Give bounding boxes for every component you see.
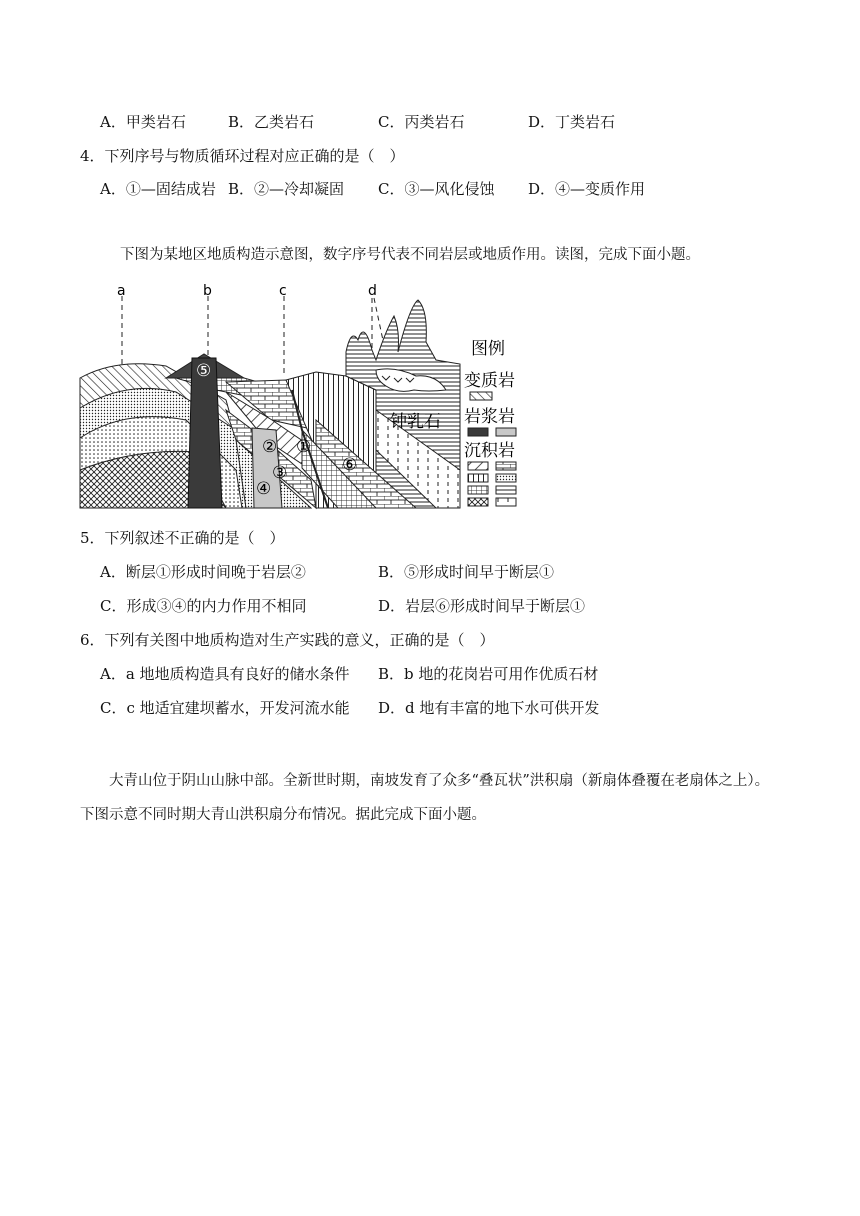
right-block [286, 300, 460, 508]
q3-option-a: A．甲类岩石 [100, 113, 186, 131]
marker-b: b [203, 283, 212, 299]
q6-option-b: B．b 地的花岗岩可用作优质石材 [378, 665, 599, 683]
geology-diagram [76, 280, 546, 516]
marker-d: d [368, 283, 377, 299]
q4-option-b: B．②—冷却凝固 [228, 180, 345, 198]
q4-option-a: A．①—固结成岩 [100, 180, 216, 198]
q6-stem: 6．下列有关图中地质构造对生产实践的意义，正确的是（ ） [80, 631, 495, 649]
marker-a: a [117, 283, 126, 299]
q3-option-d: D．丁类岩石 [528, 113, 616, 131]
legend-swatch-igneous-dark [468, 428, 488, 436]
number-6: ⑥ [342, 455, 358, 475]
q5-stem: 5．下列叙述不正确的是（ ） [80, 529, 285, 547]
legend-metamorphic: 变质岩 [464, 371, 515, 391]
intro-paragraph-1: 下图为某地区地质构造示意图，数字序号代表不同岩层或地质作用。读图，完成下面小题。 [120, 247, 700, 263]
q6-option-a: A．a 地地质构造具有良好的储水条件 [100, 665, 350, 683]
number-4: ④ [256, 479, 272, 499]
stalactite-label: 钟乳石 [390, 412, 441, 432]
legend-swatch-metamorphic [470, 392, 492, 400]
legend-swatch-sed-5 [468, 486, 488, 494]
number-3: ③ [272, 463, 288, 483]
q5-option-b: B．⑤形成时间早于断层① [378, 563, 555, 581]
q5-option-d: D．岩层⑥形成时间早于断层① [378, 597, 586, 615]
legend-swatch-sed-8 [496, 498, 516, 506]
q6-option-c: C．c 地适宜建坝蓄水，开发河流水能 [100, 699, 350, 717]
q5-option-c: C．形成③④的内力作用不相同 [100, 597, 307, 615]
legend [464, 339, 516, 506]
legend-swatch-sed-1 [468, 462, 488, 470]
q4-stem: 4．下列序号与物质循环过程对应正确的是（ ） [80, 147, 405, 165]
legend-swatch-sed-2 [496, 462, 516, 470]
number-1: ① [296, 437, 312, 457]
q4-option-c: C．③—风化侵蚀 [378, 180, 495, 198]
legend-swatch-sed-7 [468, 498, 488, 506]
legend-swatch-igneous-light [496, 428, 516, 436]
q3-option-b: B．乙类岩石 [228, 113, 315, 131]
intro-paragraph-2: 大青山位于阴山山脉中部。全新世时期，南坡发育了众多“叠瓦状”洪积扇（新扇体叠覆在老扇体之上）。下图示意不同时期大青山洪积扇分布情况。据此完成下面小题。 [80, 773, 770, 823]
number-5: ⑤ [196, 361, 212, 381]
legend-swatch-sed-6 [496, 486, 516, 494]
legend-swatch-sed-4 [496, 474, 516, 482]
q4-option-d: D．④—变质作用 [528, 180, 646, 198]
q6-option-d: D．d 地有丰富的地下水可供开发 [378, 699, 600, 717]
legend-sedimentary: 沉积岩 [464, 441, 515, 461]
legend-title: 图例 [471, 339, 505, 359]
legend-igneous: 岩浆岩 [464, 407, 515, 427]
q3-option-c: C．丙类岩石 [378, 113, 465, 131]
q5-option-a: A．断层①形成时间晚于岩层② [100, 563, 306, 581]
number-2: ② [262, 437, 278, 457]
marker-c: c [279, 283, 287, 299]
legend-swatch-sed-3 [468, 474, 488, 482]
